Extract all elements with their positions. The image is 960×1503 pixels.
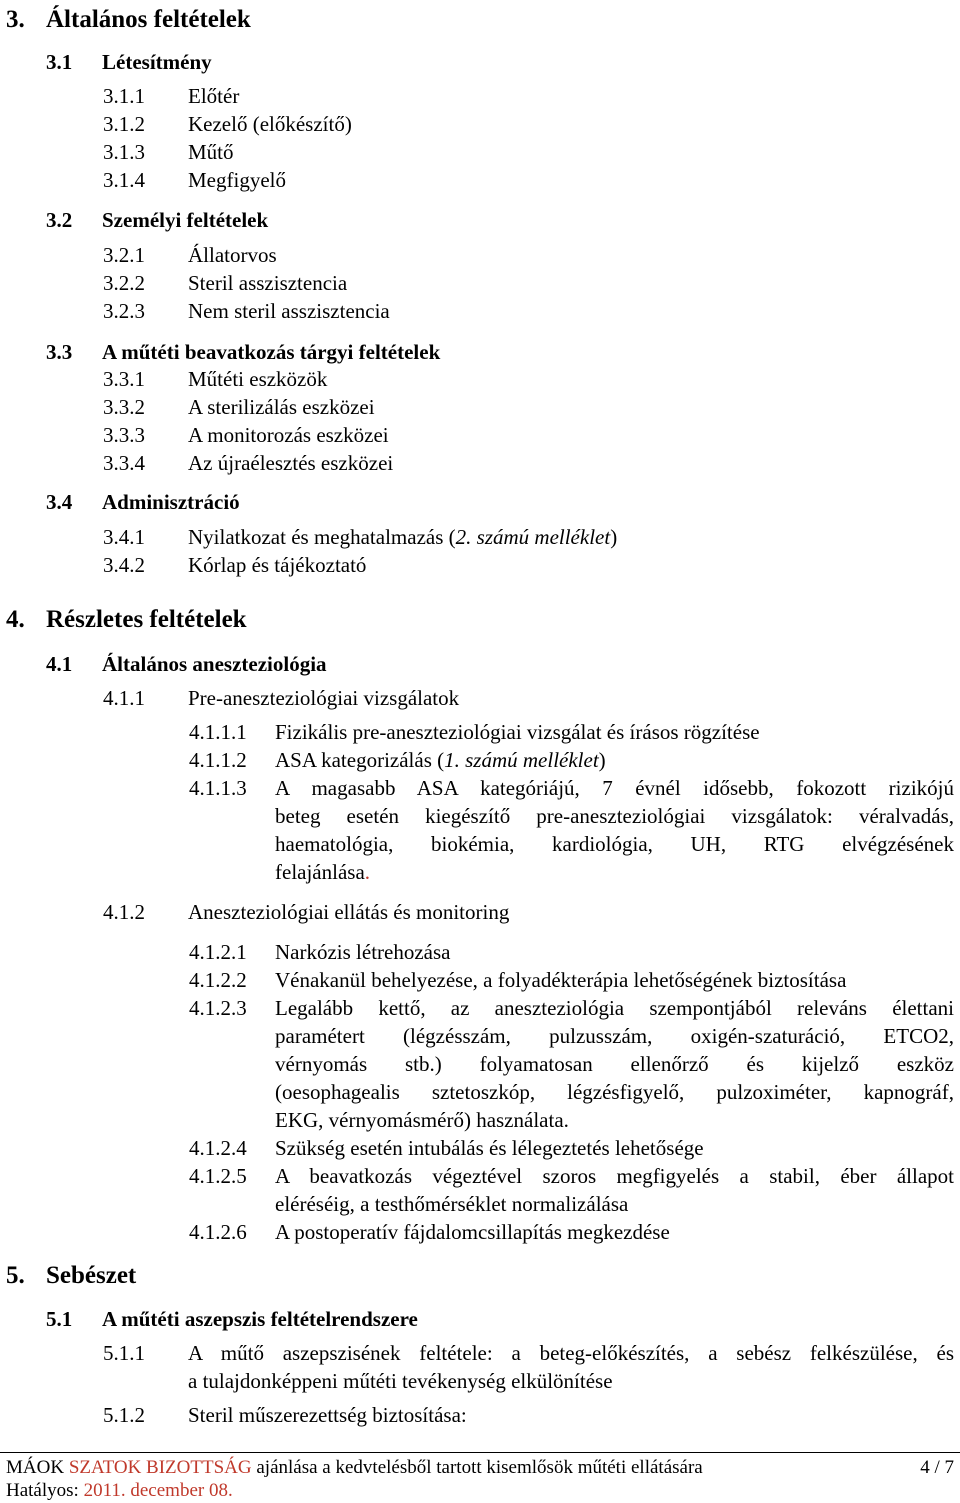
item-text: Állatorvos	[188, 243, 277, 267]
item-text	[188, 525, 617, 550]
paragraph-line: vérnyomás stb.) folyamatosan ellenőrző és kijelző eszköz	[275, 1052, 954, 1076]
paragraph-line: (oesophagealis sztetoszkóp, légzésfigyelő, pulzoximéter, kapnográf,	[275, 1080, 954, 1104]
section-number: 5.	[6, 1262, 25, 1289]
annex-reference: 1. számú melléklet	[444, 748, 599, 772]
paragraph-line: EKG, vérnyomásmérő) használata.	[275, 1108, 569, 1132]
item-number: 4.1.2.1	[189, 940, 247, 964]
item-number: 5.1.2	[103, 1403, 145, 1427]
paragraph-text: felajánlása	[275, 860, 365, 884]
item-text: A postoperatív fájdalomcsillapítás megkezdése	[275, 1220, 670, 1244]
item-number: 3.1.2	[103, 112, 145, 136]
item-text: Kezelő (előkészítő)	[188, 112, 352, 136]
section-3-2-heading	[46, 208, 269, 233]
paragraph-line: A beavatkozás végeztével szoros megfigyelés a stabil, éber állapot	[275, 1164, 954, 1188]
item-number: 3.3.2	[103, 395, 145, 419]
item-text: Pre-aneszteziológiai vizsgálatok	[188, 686, 460, 710]
item-number: 3.1.3	[103, 140, 145, 164]
section-4-heading	[6, 606, 247, 634]
item-text: A sterilizálás eszközei	[188, 395, 375, 419]
item-text-part: Nyilatkozat és meghatalmazás (	[188, 525, 456, 549]
annex-reference: 2. számú melléklet	[455, 525, 611, 549]
section-5-1-heading	[46, 1307, 418, 1332]
heading-number: 3.1	[46, 50, 73, 74]
paragraph-line: A műtő aszepszisének feltétele: a beteg-előkészítés, a sebész felkészülése, és	[188, 1341, 954, 1365]
footer-title: ajánlása a kedvtelésből tartott kisemlősök műtéti ellátására	[256, 1457, 703, 1478]
item-number: 4.1.1.3	[189, 776, 247, 800]
heading-number: 3.2	[46, 208, 73, 232]
section-5-heading	[6, 1262, 137, 1290]
section-title: Részletes feltételek	[46, 606, 247, 633]
item-text: Megfigyelő	[188, 168, 286, 192]
item-text: Steril műszerezettség biztosítása:	[188, 1403, 467, 1427]
page-number: 4 / 7	[920, 1457, 954, 1478]
heading-title: Adminisztráció	[102, 490, 240, 514]
item-number: 4.1.2.4	[189, 1136, 247, 1160]
heading-title: Személyi feltételek	[102, 208, 269, 232]
item-number: 4.1.2.6	[189, 1220, 247, 1244]
item-text: Műtő	[188, 140, 234, 164]
paragraph-line: beteg esetén kiegészítő pre-aneszteziológiai vizsgálatok: véralvadás,	[275, 804, 954, 828]
item-text: Aneszteziológiai ellátás és monitoring	[188, 900, 510, 924]
footer-effective	[6, 1480, 233, 1502]
heading-number: 5.1	[46, 1307, 73, 1331]
item-text: Szükség esetén intubálás és lélegeztetés lehetősége	[275, 1136, 704, 1160]
heading-title: A műtéti aszepszis feltételrendszere	[102, 1307, 418, 1331]
footer-committee: SZATOK BIZOTTSÁG	[68, 1457, 252, 1478]
item-number: 4.1.1.1	[189, 720, 247, 744]
section-3-1-heading	[46, 50, 212, 75]
item-number: 5.1.1	[103, 1341, 145, 1365]
item-number: 3.2.2	[103, 271, 145, 295]
item-number: 4.1.2.3	[189, 996, 247, 1020]
item-text: Nem steril asszisztencia	[188, 299, 390, 323]
section-3-heading	[6, 6, 251, 34]
section-4-1-heading	[46, 652, 327, 677]
item-text: Steril asszisztencia	[188, 271, 348, 295]
item-text-part: )	[610, 525, 618, 549]
footer-line	[6, 1457, 703, 1479]
effective-label: Hatályos:	[6, 1480, 79, 1501]
paragraph-line: a tulajdonképpeni műtéti tevékenység elkülönítése	[188, 1369, 613, 1393]
item-text: Narkózis létrehozása	[275, 940, 451, 964]
heading-number: 4.1	[46, 652, 73, 676]
item-number: 4.1.1	[103, 686, 145, 710]
section-number: 3.	[6, 6, 25, 33]
section-title: Általános feltételek	[46, 6, 251, 33]
item-number: 4.1.1.2	[189, 748, 247, 772]
item-number: 3.3.4	[103, 451, 145, 475]
item-number: 3.4.2	[103, 553, 145, 577]
item-number: 3.3.3	[103, 423, 145, 447]
heading-title: Általános aneszteziológia	[102, 652, 327, 676]
item-text-part: ASA kategorizálás (	[275, 748, 445, 772]
item-text: Kórlap és tájékoztató	[188, 553, 367, 577]
item-number: 3.4.1	[103, 525, 145, 549]
item-number: 3.2.1	[103, 243, 145, 267]
footer-divider	[0, 1452, 960, 1453]
item-text: A monitorozás eszközei	[188, 423, 389, 447]
item-text-part: )	[598, 748, 606, 772]
item-text: Fizikális pre-aneszteziológiai vizsgálat és írásos rögzítése	[275, 720, 760, 744]
item-text: Vénakanül behelyezése, a folyadékterápia lehetőségének biztosítása	[275, 968, 847, 992]
item-text: Műtéti eszközök	[188, 367, 328, 391]
heading-title: A műtéti beavatkozás tárgyi feltételek	[102, 340, 441, 364]
paragraph-line: eléréséig, a testhőmérséklet normalizálása	[275, 1192, 629, 1216]
paragraph-line	[275, 860, 370, 885]
item-number: 4.1.2.5	[189, 1164, 247, 1188]
item-text: Az újraélesztés eszközei	[188, 451, 394, 475]
heading-number: 3.4	[46, 490, 73, 514]
section-title: Sebészet	[46, 1262, 137, 1289]
item-number: 3.1.1	[103, 84, 145, 108]
paragraph-text: .	[364, 860, 371, 884]
paragraph-line: paramétert (légzésszám, pulzusszám, oxigén-szaturáció, ETCO2,	[275, 1024, 954, 1048]
item-text: Előtér	[188, 84, 240, 108]
item-number: 4.1.2.2	[189, 968, 247, 992]
item-number: 3.3.1	[103, 367, 145, 391]
effective-date: 2011. december 08.	[83, 1480, 233, 1501]
section-number: 4.	[6, 606, 25, 633]
item-number: 3.2.3	[103, 299, 145, 323]
section-3-3-heading	[46, 340, 441, 365]
item-number: 3.1.4	[103, 168, 145, 192]
paragraph-line: haematológia, biokémia, kardiológia, UH, RTG elvégzésének	[275, 832, 954, 856]
footer-org: MÁOK	[6, 1457, 65, 1478]
heading-number: 3.3	[46, 340, 73, 364]
section-3-4-heading	[46, 490, 240, 515]
item-text	[275, 748, 606, 773]
item-number: 4.1.2	[103, 900, 145, 924]
heading-title: Létesítmény	[102, 50, 212, 74]
paragraph-line: A magasabb ASA kategóriájú, 7 évnél idősebb, fokozott rizikójú	[275, 776, 954, 800]
paragraph-line: Legalább kettő, az aneszteziológia szempontjából releváns élettani	[275, 996, 954, 1020]
